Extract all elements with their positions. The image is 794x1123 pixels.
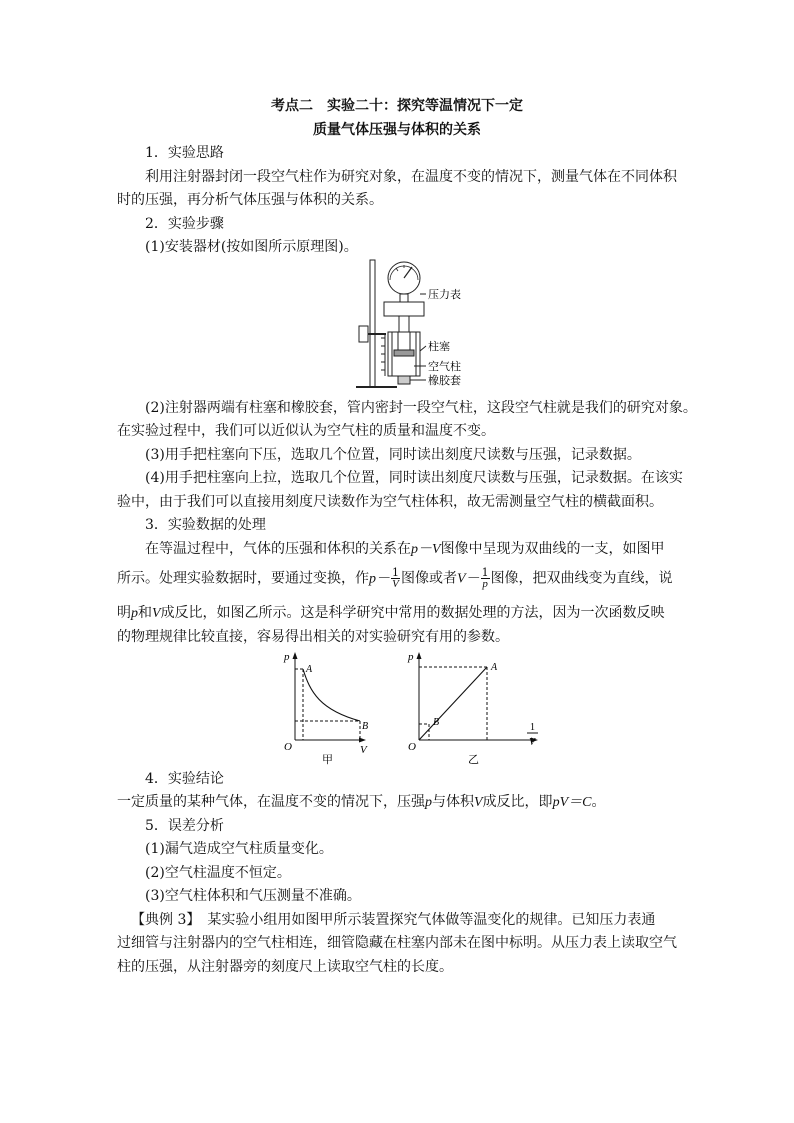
label-air-column: 空气柱	[428, 360, 461, 373]
point-b-label: B	[433, 717, 440, 728]
graph-jia	[280, 650, 370, 765]
heading-error-analysis: 5．误差分析	[145, 818, 224, 834]
gauge-stem	[400, 294, 408, 302]
step-3: (3)用手把柱塞向下压，选取几个位置，同时读出刻度尺读数与压强，记录数据。	[145, 447, 641, 463]
error-item-3: (3)空气柱体积和气压测量不准确。	[145, 888, 361, 904]
paragraph-line: 在等温过程中，气体的压强和体积的关系在p－V图像中呈现为双曲线的一支，如图甲	[145, 541, 665, 557]
step-4-line2: 验中，由于我们可以直接用刻度尺读数作为空气柱体积，故无需测量空气柱的横截面积。	[117, 494, 663, 510]
example-line3: 柱的压强，从注射器旁的刻度尺上读取空气柱的长度。	[117, 959, 453, 975]
origin-label: O	[284, 741, 292, 753]
paragraph-line: 明p和V成反比，如图乙所示。这是科学研究中常用的数据处理的方法，因为一次函数反映	[117, 605, 665, 621]
label-gauge: 压力表	[428, 288, 461, 301]
heading-experiment-steps: 2．实验步骤	[145, 216, 224, 232]
point-a-label: A	[491, 662, 498, 673]
heading-data-processing: 3．实验数据的处理	[145, 517, 266, 533]
plunger-handle	[384, 302, 424, 316]
paragraph-line: 利用注射器封闭一段空气柱作为研究对象，在温度不变的情况下，测量气体在不同体积	[145, 169, 677, 185]
step-1: (1)安装器材(按如图所示原理图)。	[145, 239, 358, 255]
step-2-line2: 在实验过程中，我们可以近似认为空气柱的质量和温度不变。	[117, 423, 495, 439]
section-title-line2: 质量气体压强与体积的关系	[313, 122, 481, 138]
axis-label-p: p	[408, 651, 414, 663]
point-b-label: B	[362, 721, 369, 732]
heading-conclusion: 4．实验结论	[145, 771, 224, 787]
paragraph-line: 一定质量的某种气体，在温度不变的情况下，压强p与体积V成反比，即pV＝C。	[117, 794, 606, 810]
axis-label-p: p	[284, 651, 290, 663]
origin-label: O	[408, 741, 416, 753]
example-line2: 过细管与注射器内的空气柱相连，细管隐藏在柱塞内部未在图中标明。从压力表上读取空气	[117, 935, 677, 951]
section-title-line1: 考点二 实验二十：探究等温情况下一定	[271, 98, 523, 114]
paragraph-line: 所示。处理实验数据时，要通过变换，作p－ $\frac{1}{V}$ 图像或者V－ $\frac{1}{p}$ 图像，把双曲线变为直线，说	[117, 566, 673, 590]
paragraph-line: 时的压强，再分析气体压强与体积的关系。	[117, 192, 383, 208]
point-a-label: A	[306, 664, 313, 675]
clamp-knob	[359, 326, 368, 342]
apparatus-diagram	[352, 258, 487, 393]
axis-label-v: V	[360, 744, 367, 756]
plunger-piston	[394, 350, 414, 356]
fraction-one-over-v: $\frac{1}{V}$	[392, 566, 399, 590]
linear-fit-line	[419, 667, 487, 740]
example-line1: 【典例 3】 某实验小组用如图甲所示装置探究气体做等温变化的规律。已知压力表通	[131, 912, 656, 928]
axis-label-v: V	[529, 737, 536, 748]
step-4-line1: (4)用手把柱塞向上拉，选取几个位置，同时读出刻度尺读数与压强，记录数据。在该实	[145, 470, 683, 486]
label-rubber-cap: 橡胶套	[428, 374, 461, 387]
caption-jia: 甲	[322, 753, 333, 765]
error-item-2: (2)空气柱温度不恒定。	[145, 865, 291, 881]
paragraph-line: 的物理规律比较直接，容易得出相关的对实验研究有用的参数。	[117, 629, 509, 645]
caption-yi: 乙	[468, 753, 479, 765]
step-2-line1: (2)注射器两端有柱塞和橡胶套，管内密封一段空气柱，这段空气柱就是我们的研究对象。	[145, 400, 697, 416]
stand-rod	[370, 260, 375, 387]
heading-experiment-idea: 1．实验思路	[145, 145, 224, 161]
rubber-cap	[398, 376, 410, 384]
label-plunger: 柱塞	[428, 340, 450, 353]
isotherm-curve	[303, 669, 360, 721]
fraction-one-over-p: $\frac{1}{p}$	[481, 566, 489, 590]
axis-label-one: 1	[530, 722, 535, 733]
graph-yi	[402, 650, 552, 765]
error-item-1: (1)漏气造成空气柱质量变化。	[145, 841, 333, 857]
